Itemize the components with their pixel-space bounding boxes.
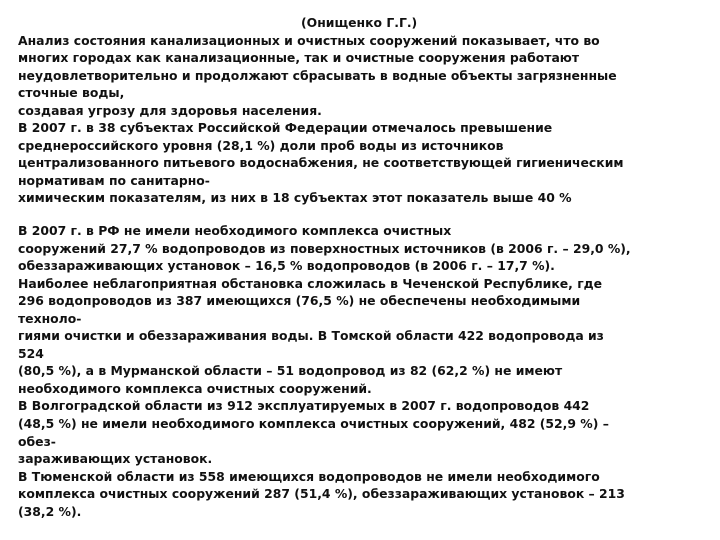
text-line: сооружений 27,7 % водопроводов из поверхностных источников (в 2006 г. – 29,0 %), (18, 240, 631, 256)
text-line: Наиболее неблагоприятная обстановка сложилась в Чеченской Республике, где (18, 275, 603, 291)
text-line: нормативам по санитарно- (18, 172, 210, 188)
author-line: (Онищенко Г.Г.) (301, 15, 418, 30)
text-line: многих городах как канализационные, так и очистные сооружения работают (18, 50, 580, 66)
text-line: (38,2 %). (18, 503, 82, 519)
body-text (18, 14, 708, 520)
paragraph-1 (18, 32, 708, 207)
paragraph-gap (18, 207, 708, 222)
text-line: комплекса очистных сооружений 287 (51,4 %), обеззараживающих установок – 213 (18, 486, 625, 502)
text-line: зараживающих установок. (18, 451, 213, 467)
text-line: централизованного питьевого водоснабжения, не соответствующей гигиеническим (18, 155, 624, 171)
text-line: необходимого комплекса очистных сооружений. (18, 380, 372, 396)
text-line: Анализ состояния канализационных и очистных сооружений показывает, что во (18, 32, 600, 48)
text-line: В 2007 г. в РФ не имели необходимого комплекса очистных (18, 223, 452, 239)
text-line: 524 (18, 345, 44, 361)
text-line: сточные воды, (18, 85, 125, 101)
text-line: (80,5 %), а в Мурманской области – 51 водопровод из 82 (62,2 %) не имеют (18, 363, 563, 379)
text-line: В 2007 г. в 38 субъектах Российской Федерации отмечалось превышение (18, 120, 553, 136)
text-line: неудовлетворительно и продолжают сбрасывать в водные объекты загрязненные (18, 67, 617, 83)
text-line: химическим показателям, из них в 18 субъектах этот показатель выше 40 % (18, 190, 572, 206)
text-line: В Волгоградской области из 912 эксплуатируемых в 2007 г. водопроводов 442 (18, 398, 590, 414)
text-line: среднероссийского уровня (28,1 %) доли проб воды из источников (18, 137, 504, 153)
text-line: создавая угрозу для здоровья населения. (18, 102, 322, 118)
paragraph-2 (18, 222, 708, 520)
text-line: (48,5 %) не имели необходимого комплекса очистных сооружений, 482 (52,9 %) – (18, 416, 609, 432)
text-line: техноло- (18, 310, 82, 326)
text-line: гиями очистки и обеззараживания воды. В Томской области 422 водопровода из (18, 328, 604, 344)
text-line: обез- (18, 433, 56, 449)
text-line: обеззараживающих установок – 16,5 % водопроводов (в 2006 г. – 17,7 %). (18, 258, 555, 274)
text-line: 296 водопроводов из 387 имеющихся (76,5 %) не обеспечены необходимыми (18, 293, 581, 309)
text-line: В Тюменской области из 558 имеющихся водопроводов не имели необходимого (18, 468, 600, 484)
